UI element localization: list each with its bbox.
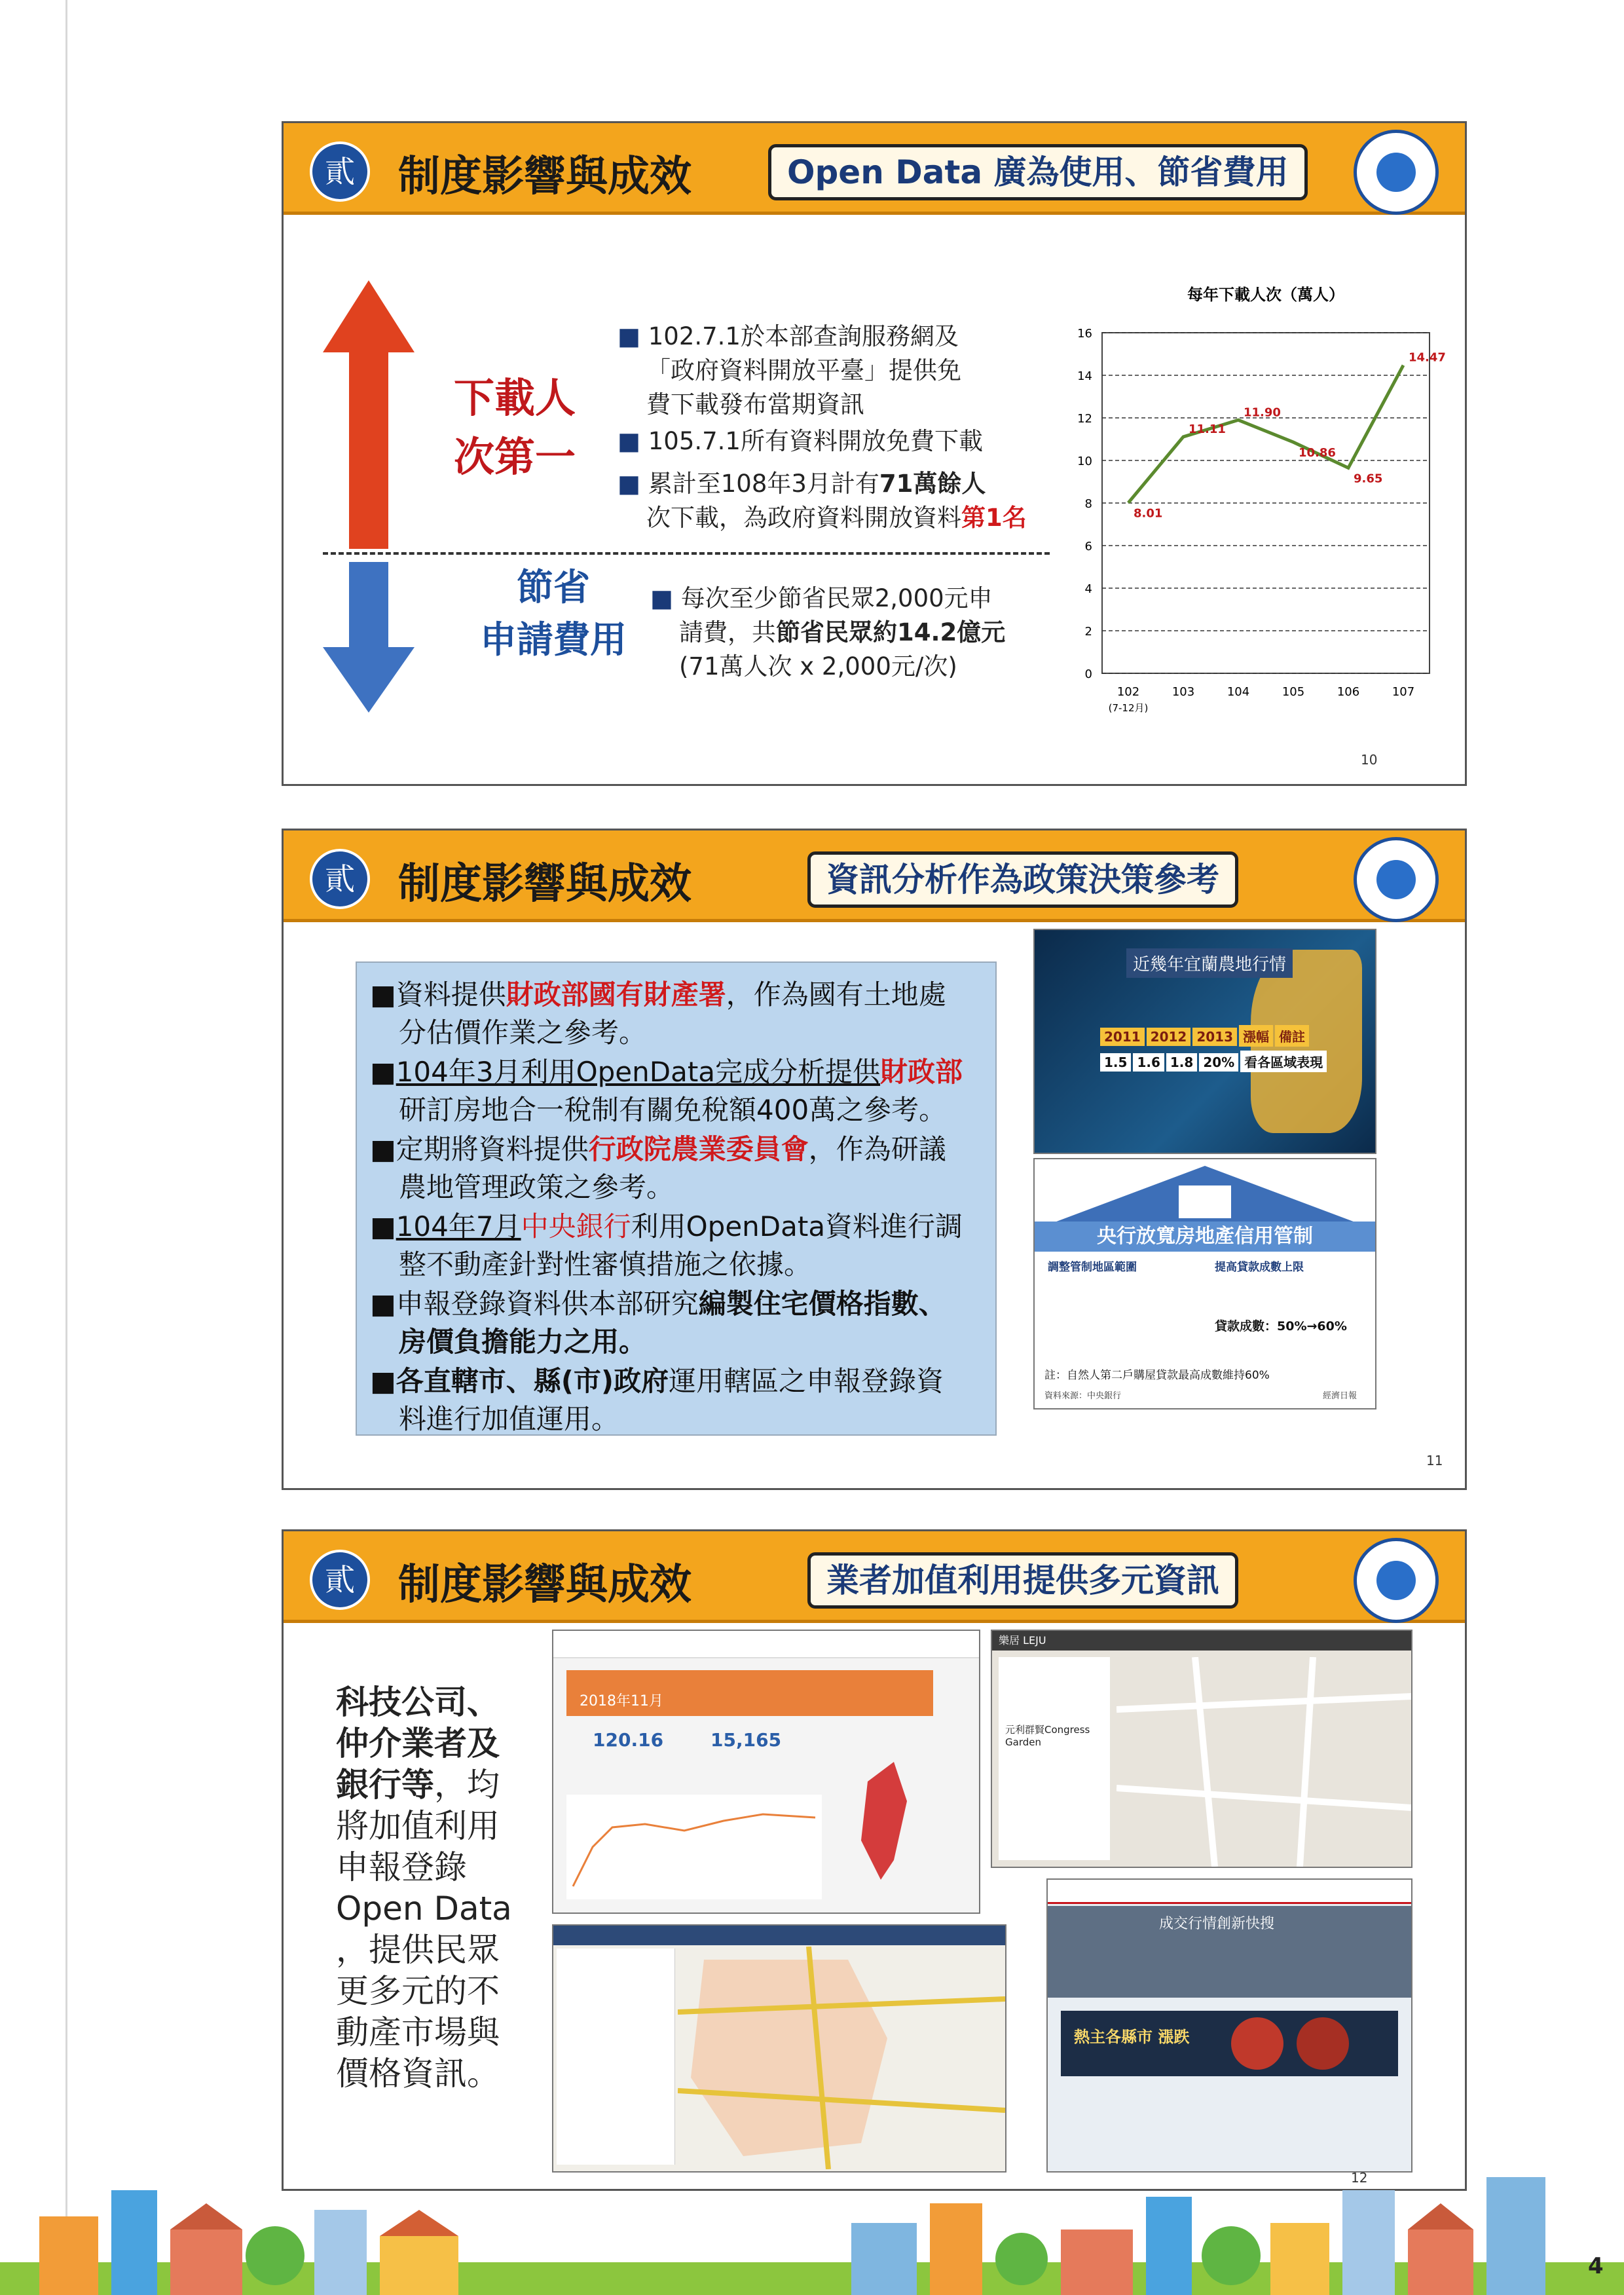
screenshot-market-search: [1046, 1878, 1412, 2173]
slide-number: 12: [1351, 2170, 1368, 2186]
data-label: 9.65: [1354, 472, 1383, 486]
credit-note: 註：自然人第二戶購屋貸款最高成數維持60%: [1044, 1369, 1270, 1382]
x-tick-label: 104: [1227, 685, 1250, 699]
slide-number: 11: [1426, 1453, 1443, 1468]
slide-number: 10: [1361, 752, 1378, 768]
site-nav: [992, 1631, 1411, 1651]
ministry-seal-icon: [1354, 1538, 1439, 1623]
section-badge: 貳: [310, 849, 370, 909]
listing-item: 元利群賢Congress Garden: [1005, 1724, 1090, 1748]
page-number: 4: [1588, 2253, 1604, 2279]
promo-text: 熱主各縣市 漲跌: [1074, 2028, 1190, 2046]
slide-title: 制度影響與成效: [398, 860, 692, 908]
price-table: [1100, 1025, 1329, 1072]
table-header-cell: 漲幅: [1239, 1025, 1273, 1047]
x-tick-label: 107: [1392, 685, 1415, 699]
news-title: 近幾年宜蘭農地行情: [1126, 948, 1293, 978]
x-tick-sublabel: (7-12月): [1108, 702, 1149, 714]
site-header: [1048, 1880, 1411, 1904]
credit-publisher: 經濟日報: [1323, 1391, 1357, 1401]
site-header: [553, 1926, 1005, 1945]
policy-item-6: ■各直轄市、縣(市)政府運用轄區之申報登錄資 料進行加值運用。: [370, 1365, 944, 1435]
x-tick-label: 102: [1116, 685, 1140, 699]
filter-panel: [557, 1949, 675, 2165]
right-value: 貸款成數：50%→60%: [1215, 1319, 1347, 1334]
town-skyline-illustration: [0, 2164, 1624, 2295]
slide-11: [282, 829, 1467, 1490]
promo-banner: [1061, 2011, 1398, 2076]
x-tick-label: 103: [1172, 685, 1195, 699]
policy-list-panel: [356, 961, 997, 1436]
data-label: 14.47: [1409, 350, 1446, 365]
slide-title: 制度影響與成效: [398, 153, 692, 201]
down-label: 節省 申請費用: [480, 567, 627, 662]
ministry-seal-icon: [1354, 130, 1439, 215]
chart-title: 每年下載人次（萬人）: [1187, 286, 1344, 304]
policy-item-5: ■申報登錄資料供本部研究編製住宅價格指數、 房價負擔能力之用。: [370, 1288, 946, 1358]
bullet-1: ■ 102.7.1於本部查詢服務網及 「政府資料開放平臺」提供免 費下載發布當期資訊: [618, 322, 961, 419]
slide-subtitle: Open Data 廣為使用、節省費用: [768, 144, 1308, 200]
policy-item-3: ■定期將資料提供行政院農業委員會，作為研議 農地管理政策之參考。: [370, 1133, 946, 1203]
search-title: 成交行情創新快搜: [1159, 1916, 1275, 1932]
screenshot-price-dashboard: [552, 1630, 980, 1914]
y-tick-label: 4: [1084, 582, 1092, 596]
news-image-farmland: [1033, 929, 1376, 1154]
right-heading: 提高貸款成數上限: [1215, 1261, 1304, 1274]
slide-header: [284, 1531, 1465, 1623]
table-header-cell: 2013: [1192, 1028, 1237, 1046]
policy-item-1: ■資料提供財政部國有財產署，作為國有土地處 分估價作業之參考。: [370, 979, 946, 1049]
x-tick-label: 106: [1337, 685, 1360, 699]
bullet-bottom: ■ 每次至少節省民眾2,000元申 請費，共節省民眾約14.2億元 (71萬人次 x 2,000元/次): [650, 584, 1006, 681]
mini-chart: [553, 1631, 979, 1912]
news-image-credit-control: [1033, 1158, 1376, 1409]
y-tick-label: 8: [1084, 497, 1092, 511]
up-label: 下載人 次第一: [454, 374, 576, 481]
table-header-cell: 備註: [1275, 1025, 1309, 1047]
up-down-arrow-icon: [323, 280, 415, 713]
dashed-divider: [323, 552, 1050, 555]
district-map: [678, 1947, 1005, 2169]
table-value-cell: 1.8: [1166, 1053, 1197, 1072]
ministry-seal-icon: [1354, 837, 1439, 922]
count-value: 15,165: [710, 1729, 782, 1751]
credit-title: 央行放寬房地產信用管制: [1035, 1222, 1375, 1252]
slide-subtitle: 資訊分析作為政策決策參考: [807, 851, 1238, 908]
data-label: 11.90: [1244, 405, 1281, 420]
download-chart: [1056, 280, 1449, 752]
data-label: 11.11: [1189, 422, 1226, 436]
y-tick-label: 12: [1077, 412, 1092, 426]
y-tick-label: 2: [1084, 625, 1092, 639]
y-tick-label: 0: [1084, 667, 1092, 681]
index-value: 120.16: [593, 1729, 664, 1751]
y-tick-label: 10: [1077, 455, 1092, 468]
section-badge: 貳: [310, 141, 370, 202]
left-heading: 調整管制地區範圍: [1048, 1261, 1137, 1274]
banner-month: 2018年11月: [580, 1693, 663, 1709]
y-tick-label: 16: [1077, 327, 1092, 341]
table-header-cell: 2011: [1100, 1028, 1145, 1046]
listing-panel: [999, 1657, 1110, 1860]
y-tick-label: 14: [1077, 369, 1092, 383]
y-tick-label: 6: [1084, 540, 1092, 553]
screenshot-leju-map: [991, 1630, 1412, 1868]
data-label: 10.86: [1299, 446, 1336, 460]
slide-10: [282, 121, 1467, 786]
screenshot-transaction-map: [552, 1924, 1006, 2173]
table-value-cell: 20%: [1199, 1053, 1238, 1072]
slide-header: [284, 123, 1465, 215]
table-header-cell: 2012: [1147, 1028, 1191, 1046]
search-hero: [1048, 1906, 1411, 1998]
bullet-2: ■ 105.7.1所有資料開放免費下載: [618, 427, 983, 455]
policy-item-4: ■104年7月中央銀行利用OpenData資料進行調 整不動產針對性審慎措施之依據。: [370, 1210, 963, 1280]
section-badge: 貳: [310, 1550, 370, 1610]
binder-line: [65, 0, 67, 2295]
slide-12: [282, 1529, 1467, 2191]
street-map: [1116, 1657, 1411, 1867]
credit-source: 資料來源：中央銀行: [1044, 1391, 1122, 1401]
slide-header: [284, 830, 1465, 922]
policy-item-2: ■104年3月利用OpenData完成分析提供財政部 研訂房地合一稅制有關免稅額400萬之參考。: [370, 1056, 963, 1126]
brand: 樂居 LEJU: [999, 1634, 1046, 1647]
bullet-3: ■ 累計至108年3月計有71萬餘人 次下載，為政府資料開放資料第1名: [618, 470, 1027, 532]
table-value-cell: 看各區域表現: [1240, 1051, 1327, 1072]
x-tick-label: 105: [1282, 685, 1305, 699]
slide-title: 制度影響與成效: [398, 1561, 692, 1609]
table-value-cell: 1.5: [1100, 1053, 1131, 1072]
value-added-text: 科技公司、 仲介業者及 銀行等，均 將加值利用 申報登錄 Open Data ，提供民眾 更多元的不 動產市場與 價格資訊。: [336, 1683, 512, 2093]
table-value-cell: 1.6: [1133, 1053, 1164, 1072]
data-label: 8.01: [1134, 506, 1163, 521]
slide-subtitle: 業者加值利用提供多元資訊: [807, 1552, 1238, 1609]
